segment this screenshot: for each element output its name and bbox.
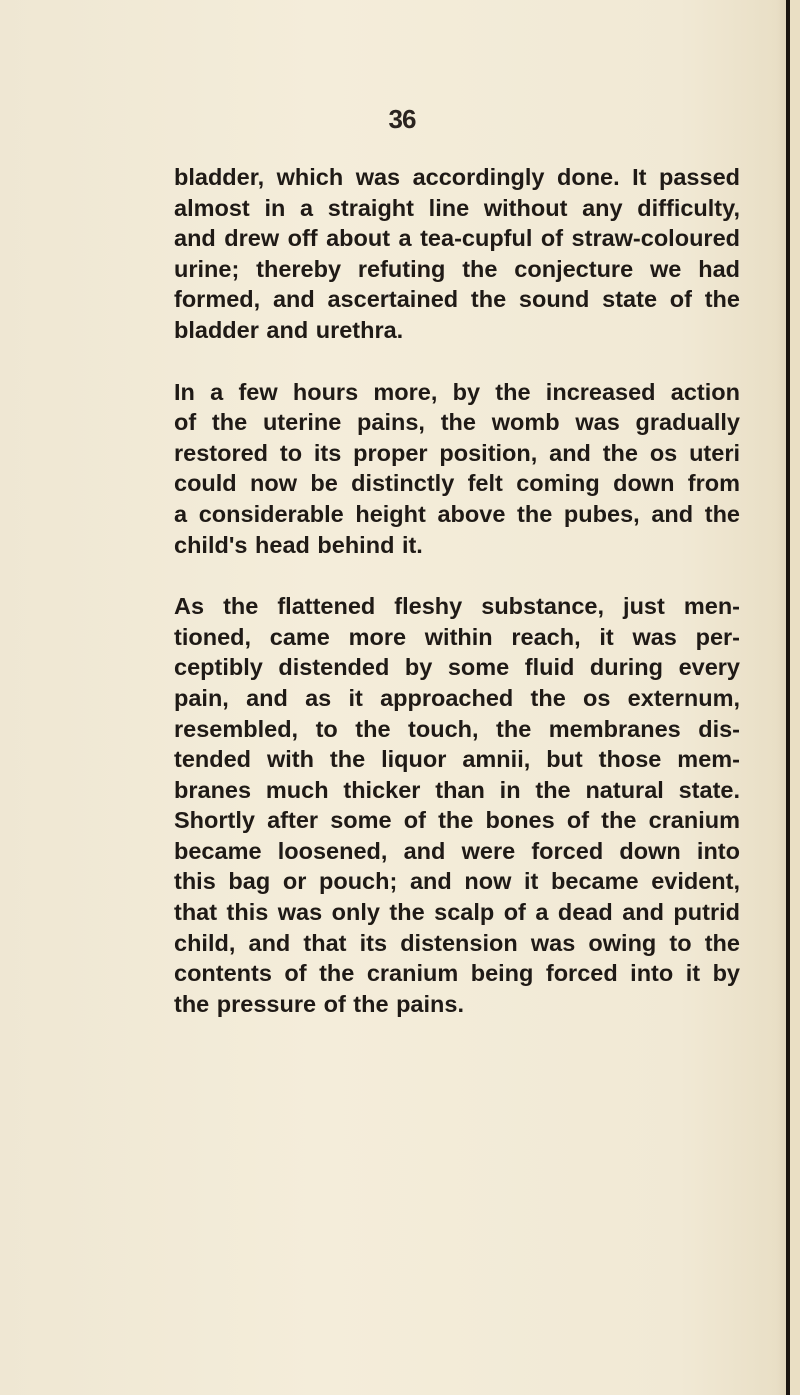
text-line: that this was only the scalp of a dead and putrid <box>174 899 740 926</box>
text-line: resembled, to the touch, the membranes dis- <box>174 715 740 742</box>
text-line: could now be distinctly felt coming down from <box>174 470 740 497</box>
text-line: child's head behind it. <box>174 531 423 558</box>
text-line: formed, and ascertained the sound state of the <box>174 286 740 313</box>
text-line: urine; thereby refuting the conjecture we had <box>174 255 740 282</box>
text-line: branes much thicker than in the natural state. <box>174 776 740 803</box>
page-number: 36 <box>388 104 416 134</box>
text-line: pain, and as it approached the os externum, <box>174 684 740 711</box>
text-line: contents of the cranium being forced into it by <box>174 960 740 987</box>
text-line: bladder, which was accordingly done. It passed <box>174 164 740 190</box>
paragraph-1 <box>174 162 740 346</box>
paragraph-3 <box>174 591 740 1019</box>
text-line: ceptibly distended by some fluid during every <box>174 654 740 681</box>
text-line: bladder and urethra. <box>174 316 404 343</box>
text-line: became loosened, and were forced down into <box>174 837 740 864</box>
text-line: In a few hours more, by the increased action <box>174 378 740 405</box>
text-line: child, and that its distension was owing to the <box>174 929 740 956</box>
body-text <box>174 162 740 1050</box>
text-line: a considerable height above the pubes, and the <box>174 500 740 527</box>
text-line: restored to its proper position, and the os uteri <box>174 439 740 466</box>
text-line: As the flattened fleshy substance, just men- <box>174 593 740 620</box>
page-margin-strip <box>790 0 800 1395</box>
text-line: the pressure of the pains. <box>174 990 464 1017</box>
text-line: Shortly after some of the bones of the cranium <box>174 807 740 834</box>
text-line: tended with the liquor amnii, but those mem- <box>174 746 740 773</box>
text-line: tioned, came more within reach, it was per- <box>174 623 740 650</box>
text-line: and drew off about a tea-cupful of straw-coloured <box>174 225 740 252</box>
text-line: almost in a straight line without any difficulty, <box>174 194 740 221</box>
text-line: of the uterine pains, the womb was gradually <box>174 409 740 436</box>
text-line: this bag or pouch; and now it became evident, <box>174 868 740 895</box>
paragraph-2 <box>174 377 740 561</box>
